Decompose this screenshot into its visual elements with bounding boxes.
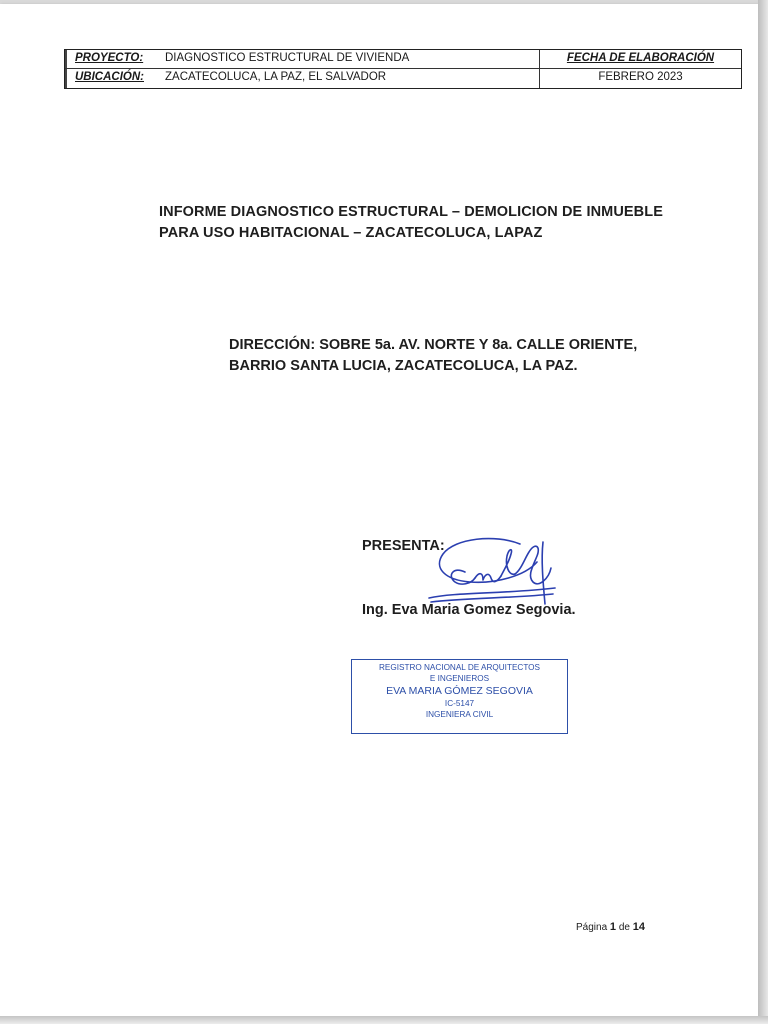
stamp-line-5: INGENIERA CIVIL [425,710,494,719]
location-value: ZACATECOLUCA, LA PAZ, EL SALVADOR [165,71,387,83]
header-row-location [65,69,741,87]
date-label: FECHA DE ELABORACIÓN [566,52,715,64]
location-label: UBICACIÓN: [75,71,144,83]
document-page [0,4,758,1016]
page-number [576,921,645,933]
presenter-label: PRESENTA: [362,538,445,554]
stamp-line-4: IC-5147 [444,699,475,708]
report-title [159,202,679,244]
header-table [64,49,742,89]
page-current: 1 [609,921,617,933]
header-row-project [65,50,741,69]
registry-stamp [351,659,568,734]
page-separator: de [618,922,630,933]
project-value: DIAGNOSTICO ESTRUCTURAL DE VIVIENDA [165,52,410,64]
address-block [229,335,669,377]
page-edge-bottom [0,1016,768,1024]
report-title-line-2: PARA USO HABITACIONAL – ZACATECOLUCA, LAPAZ [159,225,543,241]
report-title-line-1: INFORME DIAGNOSTICO ESTRUCTURAL – DEMOLICION DE INMUEBLE [159,204,663,220]
handwritten-signature [425,532,575,612]
stamp-line-1: REGISTRO NACIONAL DE ARQUITECTOS [378,663,541,672]
header-column-divider [539,50,540,88]
stamp-line-2: E INGENIEROS [429,674,490,683]
project-label: PROYECTO: [75,52,144,64]
date-value: FEBRERO 2023 [598,71,683,83]
stamp-line-3: EVA MARIA GÓMEZ SEGOVIA [386,685,533,697]
page-edge-right [758,0,768,1024]
address-line-1: DIRECCIÓN: SOBRE 5a. AV. NORTE Y 8a. CALLE ORIENTE, [229,337,638,353]
page-prefix: Página [576,922,608,933]
address-line-2: BARRIO SANTA LUCIA, ZACATECOLUCA, LA PAZ. [229,358,578,374]
presenter-name: Ing. Eva Maria Gomez Segovia. [362,602,576,618]
page-total: 14 [632,921,645,933]
